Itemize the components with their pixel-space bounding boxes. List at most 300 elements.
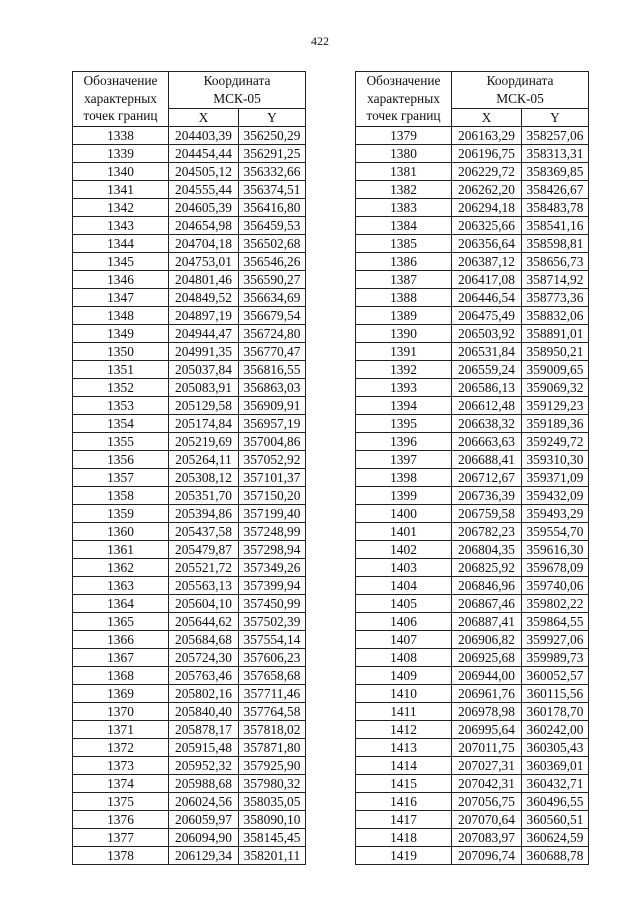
point-number-cell: 1379: [356, 127, 452, 145]
x-coordinate-cell: 205394,86: [169, 505, 239, 523]
table-row: [73, 127, 306, 145]
point-number-cell: 1353: [73, 397, 169, 415]
point-number-cell: 1398: [356, 469, 452, 487]
x-coordinate-cell: 206925,68: [452, 649, 522, 667]
y-coordinate-cell: 360560,51: [522, 811, 589, 829]
point-number-cell: 1351: [73, 361, 169, 379]
y-coordinate-cell: 358426,67: [522, 181, 589, 199]
point-number-cell: 1338: [73, 127, 169, 145]
x-coordinate-cell: 204704,18: [169, 235, 239, 253]
x-coordinate-cell: 204849,52: [169, 289, 239, 307]
table-row: [73, 703, 306, 721]
y-coordinate-cell: 359864,55: [522, 613, 589, 631]
y-coordinate-cell: 356291,25: [239, 145, 306, 163]
point-number-cell: 1418: [356, 829, 452, 847]
point-number-cell: 1377: [73, 829, 169, 847]
header-line: Координата: [486, 73, 554, 88]
table-row: [356, 595, 589, 613]
point-number-cell: 1371: [73, 721, 169, 739]
point-number-cell: 1369: [73, 685, 169, 703]
table-row: [73, 829, 306, 847]
x-coordinate-cell: 206688,41: [452, 451, 522, 469]
x-coordinate-cell: 207070,64: [452, 811, 522, 829]
point-number-cell: 1372: [73, 739, 169, 757]
point-number-cell: 1382: [356, 181, 452, 199]
table-row: [73, 631, 306, 649]
y-coordinate-cell: 357150,20: [239, 487, 306, 505]
table-row: [356, 577, 589, 595]
table-row: [73, 595, 306, 613]
x-coordinate-cell: 204654,98: [169, 217, 239, 235]
point-number-cell: 1385: [356, 235, 452, 253]
y-coordinate-cell: 359249,72: [522, 433, 589, 451]
x-coordinate-cell: 205351,70: [169, 487, 239, 505]
y-coordinate-cell: 357248,99: [239, 523, 306, 541]
x-coordinate-cell: 206446,54: [452, 289, 522, 307]
header-line: характерных: [84, 90, 157, 106]
y-coordinate-cell: 359989,73: [522, 649, 589, 667]
y-coordinate-cell: 357871,80: [239, 739, 306, 757]
table-row: [356, 325, 589, 343]
header-line: МСК-05: [213, 91, 261, 106]
x-coordinate-cell: 206586,13: [452, 379, 522, 397]
y-coordinate-cell: 360432,71: [522, 775, 589, 793]
point-number-cell: 1408: [356, 649, 452, 667]
y-coordinate-cell: 357502,39: [239, 613, 306, 631]
x-coordinate-cell: 205604,10: [169, 595, 239, 613]
table-row: [356, 739, 589, 757]
y-coordinate-cell: 359371,09: [522, 469, 589, 487]
y-coordinate-cell: 356816,55: [239, 361, 306, 379]
x-column-header: X: [169, 109, 239, 127]
table-row: [73, 613, 306, 631]
point-number-cell: 1361: [73, 541, 169, 559]
table-row: [73, 433, 306, 451]
y-coordinate-cell: 360688,78: [522, 847, 589, 865]
y-coordinate-cell: 359310,30: [522, 451, 589, 469]
point-number-cell: 1378: [73, 847, 169, 865]
point-number-cell: 1342: [73, 199, 169, 217]
point-number-cell: 1358: [73, 487, 169, 505]
header-line: точек границ: [83, 108, 158, 123]
point-number-cell: 1388: [356, 289, 452, 307]
point-number-cell: 1349: [73, 325, 169, 343]
point-number-cell: 1414: [356, 757, 452, 775]
table-row: [356, 667, 589, 685]
y-coordinate-cell: 358145,45: [239, 829, 306, 847]
x-coordinate-cell: 206387,12: [452, 253, 522, 271]
table-row: [73, 397, 306, 415]
point-number-cell: 1357: [73, 469, 169, 487]
point-number-cell: 1392: [356, 361, 452, 379]
point-number-cell: 1365: [73, 613, 169, 631]
point-number-cell: 1404: [356, 577, 452, 595]
x-coordinate-cell: 205684,68: [169, 631, 239, 649]
x-coordinate-cell: 206475,49: [452, 307, 522, 325]
table-row: [356, 523, 589, 541]
y-coordinate-cell: 359189,36: [522, 415, 589, 433]
x-coordinate-cell: 205479,87: [169, 541, 239, 559]
y-coordinate-cell: 356909,91: [239, 397, 306, 415]
x-coordinate-cell: 207056,75: [452, 793, 522, 811]
y-coordinate-cell: 358598,81: [522, 235, 589, 253]
point-number-cell: 1394: [356, 397, 452, 415]
point-number-cell: 1396: [356, 433, 452, 451]
table-row: [356, 217, 589, 235]
y-coordinate-cell: 360496,55: [522, 793, 589, 811]
y-coordinate-cell: 358201,11: [239, 847, 306, 865]
x-coordinate-cell: 205083,91: [169, 379, 239, 397]
table-row: [356, 379, 589, 397]
y-coordinate-cell: 358257,06: [522, 127, 589, 145]
point-number-cell: 1346: [73, 271, 169, 289]
y-coordinate-cell: 359069,32: [522, 379, 589, 397]
table-row: [73, 847, 306, 865]
x-coordinate-cell: 206846,96: [452, 577, 522, 595]
y-coordinate-cell: 359432,09: [522, 487, 589, 505]
y-coordinate-cell: 357764,58: [239, 703, 306, 721]
table-row: [356, 685, 589, 703]
point-number-cell: 1352: [73, 379, 169, 397]
table-row: [73, 649, 306, 667]
point-number-cell: 1384: [356, 217, 452, 235]
y-coordinate-cell: 358035,05: [239, 793, 306, 811]
y-coordinate-cell: 358541,16: [522, 217, 589, 235]
point-number-cell: 1366: [73, 631, 169, 649]
y-coordinate-cell: 359802,22: [522, 595, 589, 613]
y-column-header: Y: [239, 109, 306, 127]
table-row: [356, 415, 589, 433]
y-coordinate-cell: 359927,06: [522, 631, 589, 649]
x-coordinate-cell: 206906,82: [452, 631, 522, 649]
point-number-cell: 1373: [73, 757, 169, 775]
y-coordinate-cell: 357052,92: [239, 451, 306, 469]
y-coordinate-cell: 359129,23: [522, 397, 589, 415]
point-number-cell: 1413: [356, 739, 452, 757]
x-coordinate-cell: 205878,17: [169, 721, 239, 739]
point-number-cell: 1350: [73, 343, 169, 361]
table-row: [73, 361, 306, 379]
table-row: [356, 469, 589, 487]
x-coordinate-cell: 206294,18: [452, 199, 522, 217]
table-row: [356, 649, 589, 667]
x-coordinate-cell: 206867,46: [452, 595, 522, 613]
x-coordinate-cell: 206163,29: [452, 127, 522, 145]
x-coordinate-cell: 206229,72: [452, 163, 522, 181]
y-coordinate-cell: 356634,69: [239, 289, 306, 307]
table-row: [73, 253, 306, 271]
point-number-cell: 1387: [356, 271, 452, 289]
y-coordinate-cell: 360369,01: [522, 757, 589, 775]
x-coordinate-cell: 205037,84: [169, 361, 239, 379]
point-number-cell: 1356: [73, 451, 169, 469]
x-coordinate-cell: 206196,75: [452, 145, 522, 163]
x-coordinate-cell: 206638,32: [452, 415, 522, 433]
x-coordinate-cell: 206804,35: [452, 541, 522, 559]
y-coordinate-cell: 358313,31: [522, 145, 589, 163]
y-coordinate-cell: 356459,53: [239, 217, 306, 235]
table-row: [356, 829, 589, 847]
y-coordinate-cell: 359009,65: [522, 361, 589, 379]
y-coordinate-cell: 358714,92: [522, 271, 589, 289]
table-row: [73, 307, 306, 325]
table-row: [73, 469, 306, 487]
x-coordinate-cell: 205219,69: [169, 433, 239, 451]
x-coordinate-cell: 206356,64: [452, 235, 522, 253]
point-number-cell: 1399: [356, 487, 452, 505]
table-row: [73, 145, 306, 163]
point-designation-header: [356, 72, 452, 127]
table-row: [73, 289, 306, 307]
point-number-cell: 1364: [73, 595, 169, 613]
y-coordinate-cell: 357658,68: [239, 667, 306, 685]
table-row: [356, 631, 589, 649]
x-coordinate-cell: 205563,13: [169, 577, 239, 595]
x-coordinate-cell: 205644,62: [169, 613, 239, 631]
x-coordinate-cell: 205308,12: [169, 469, 239, 487]
point-number-cell: 1381: [356, 163, 452, 181]
x-coordinate-cell: 205264,11: [169, 451, 239, 469]
x-coordinate-cell: 206825,92: [452, 559, 522, 577]
point-designation-header: [73, 72, 169, 127]
y-coordinate-cell: 357711,46: [239, 685, 306, 703]
x-coordinate-cell: 205129,58: [169, 397, 239, 415]
table-row: [73, 451, 306, 469]
table-row: [73, 667, 306, 685]
x-coordinate-cell: 205915,48: [169, 739, 239, 757]
point-number-cell: 1395: [356, 415, 452, 433]
point-number-cell: 1405: [356, 595, 452, 613]
x-coordinate-cell: 205802,16: [169, 685, 239, 703]
x-coordinate-cell: 206612,48: [452, 397, 522, 415]
table-row: [73, 577, 306, 595]
coordinate-header: [452, 72, 589, 109]
point-number-cell: 1383: [356, 199, 452, 217]
table-row: [356, 397, 589, 415]
y-coordinate-cell: 356250,29: [239, 127, 306, 145]
point-number-cell: 1354: [73, 415, 169, 433]
table-row: [356, 703, 589, 721]
x-coordinate-cell: 206944,00: [452, 667, 522, 685]
x-coordinate-cell: 205840,40: [169, 703, 239, 721]
x-coordinate-cell: 207027,31: [452, 757, 522, 775]
y-coordinate-cell: 359554,70: [522, 523, 589, 541]
y-coordinate-cell: 360305,43: [522, 739, 589, 757]
x-coordinate-cell: 205988,68: [169, 775, 239, 793]
table-row: [356, 505, 589, 523]
table-row: [356, 307, 589, 325]
point-number-cell: 1363: [73, 577, 169, 595]
point-number-cell: 1339: [73, 145, 169, 163]
x-coordinate-cell: 206887,41: [452, 613, 522, 631]
y-coordinate-cell: 358891,01: [522, 325, 589, 343]
table-row: [356, 559, 589, 577]
y-coordinate-cell: 356546,26: [239, 253, 306, 271]
x-coordinate-cell: 204555,44: [169, 181, 239, 199]
point-number-cell: 1400: [356, 505, 452, 523]
point-number-cell: 1368: [73, 667, 169, 685]
point-number-cell: 1416: [356, 793, 452, 811]
y-coordinate-cell: 360052,57: [522, 667, 589, 685]
x-coordinate-cell: 207042,31: [452, 775, 522, 793]
table-row: [356, 847, 589, 865]
header-line: МСК-05: [496, 91, 544, 106]
point-number-cell: 1407: [356, 631, 452, 649]
header-line: точек границ: [366, 108, 441, 123]
y-coordinate-cell: 360115,56: [522, 685, 589, 703]
x-coordinate-cell: 204801,46: [169, 271, 239, 289]
table-row: [73, 325, 306, 343]
table-row: [356, 487, 589, 505]
table-row: [73, 559, 306, 577]
y-coordinate-cell: 357450,99: [239, 595, 306, 613]
y-coordinate-cell: 357980,32: [239, 775, 306, 793]
y-coordinate-cell: 356770,47: [239, 343, 306, 361]
y-coordinate-cell: 356957,19: [239, 415, 306, 433]
point-number-cell: 1359: [73, 505, 169, 523]
y-coordinate-cell: 356863,03: [239, 379, 306, 397]
point-number-cell: 1386: [356, 253, 452, 271]
y-coordinate-cell: 357101,37: [239, 469, 306, 487]
point-number-cell: 1376: [73, 811, 169, 829]
table-body-right: [356, 127, 589, 865]
x-coordinate-cell: 204991,35: [169, 343, 239, 361]
table-row: [73, 793, 306, 811]
x-coordinate-cell: 205724,30: [169, 649, 239, 667]
y-coordinate-cell: 356724,80: [239, 325, 306, 343]
y-coordinate-cell: 357298,94: [239, 541, 306, 559]
point-number-cell: 1393: [356, 379, 452, 397]
y-coordinate-cell: 358656,73: [522, 253, 589, 271]
table-row: [356, 253, 589, 271]
y-coordinate-cell: 359678,09: [522, 559, 589, 577]
y-coordinate-cell: 357349,26: [239, 559, 306, 577]
y-coordinate-cell: 356332,66: [239, 163, 306, 181]
table-row: [73, 505, 306, 523]
table-row: [356, 613, 589, 631]
point-number-cell: 1348: [73, 307, 169, 325]
x-coordinate-cell: 206262,20: [452, 181, 522, 199]
coordinates-table-left: [72, 71, 306, 865]
x-coordinate-cell: 206325,66: [452, 217, 522, 235]
point-number-cell: 1397: [356, 451, 452, 469]
table-row: [356, 433, 589, 451]
page-number: 422: [311, 34, 329, 48]
table-row: [73, 775, 306, 793]
x-coordinate-cell: 204505,12: [169, 163, 239, 181]
x-coordinate-cell: 206531,84: [452, 343, 522, 361]
point-number-cell: 1417: [356, 811, 452, 829]
y-coordinate-cell: 356679,54: [239, 307, 306, 325]
point-number-cell: 1406: [356, 613, 452, 631]
point-number-cell: 1409: [356, 667, 452, 685]
point-number-cell: 1415: [356, 775, 452, 793]
table-row: [73, 541, 306, 559]
x-coordinate-cell: 207096,74: [452, 847, 522, 865]
y-coordinate-cell: 358773,36: [522, 289, 589, 307]
table-row: [356, 343, 589, 361]
header-line: Обозначение: [83, 73, 158, 88]
table-row: [356, 757, 589, 775]
table-row: [356, 361, 589, 379]
x-coordinate-cell: 205437,58: [169, 523, 239, 541]
point-number-cell: 1380: [356, 145, 452, 163]
table-row: [356, 451, 589, 469]
table-row: [356, 793, 589, 811]
point-number-cell: 1341: [73, 181, 169, 199]
x-coordinate-cell: 206024,56: [169, 793, 239, 811]
x-coordinate-cell: 204605,39: [169, 199, 239, 217]
table-row: [73, 343, 306, 361]
point-number-cell: 1390: [356, 325, 452, 343]
coordinates-table-right: [355, 71, 589, 865]
point-number-cell: 1347: [73, 289, 169, 307]
point-number-cell: 1360: [73, 523, 169, 541]
y-coordinate-cell: 357606,23: [239, 649, 306, 667]
x-coordinate-cell: 206961,76: [452, 685, 522, 703]
table-row: [73, 271, 306, 289]
table-row: [356, 145, 589, 163]
x-coordinate-cell: 206129,34: [169, 847, 239, 865]
point-number-cell: 1419: [356, 847, 452, 865]
x-coordinate-cell: 207083,97: [452, 829, 522, 847]
y-coordinate-cell: 357399,94: [239, 577, 306, 595]
table-row: [73, 415, 306, 433]
point-number-cell: 1367: [73, 649, 169, 667]
y-coordinate-cell: 360242,00: [522, 721, 589, 739]
table-row: [356, 775, 589, 793]
x-coordinate-cell: 205521,72: [169, 559, 239, 577]
y-coordinate-cell: 357199,40: [239, 505, 306, 523]
table-row: [356, 163, 589, 181]
x-coordinate-cell: 204403,39: [169, 127, 239, 145]
y-column-header: Y: [522, 109, 589, 127]
table-row: [73, 721, 306, 739]
x-coordinate-cell: 206503,92: [452, 325, 522, 343]
x-coordinate-cell: 206995,64: [452, 721, 522, 739]
x-coordinate-cell: 204944,47: [169, 325, 239, 343]
x-coordinate-cell: 206663,63: [452, 433, 522, 451]
header-line: характерных: [367, 90, 440, 106]
y-coordinate-cell: 357554,14: [239, 631, 306, 649]
point-number-cell: 1345: [73, 253, 169, 271]
y-coordinate-cell: 356590,27: [239, 271, 306, 289]
y-coordinate-cell: 358832,06: [522, 307, 589, 325]
y-coordinate-cell: 358090,10: [239, 811, 306, 829]
coordinate-header: [169, 72, 306, 109]
header-line: Обозначение: [366, 73, 441, 88]
x-coordinate-cell: 204454,44: [169, 145, 239, 163]
point-number-cell: 1355: [73, 433, 169, 451]
x-coordinate-cell: 206417,08: [452, 271, 522, 289]
x-coordinate-cell: 206736,39: [452, 487, 522, 505]
y-coordinate-cell: 356416,80: [239, 199, 306, 217]
point-number-cell: 1391: [356, 343, 452, 361]
y-coordinate-cell: 359616,30: [522, 541, 589, 559]
table-row: [356, 289, 589, 307]
y-coordinate-cell: 356374,51: [239, 181, 306, 199]
x-coordinate-cell: 207011,75: [452, 739, 522, 757]
x-coordinate-cell: 206759,58: [452, 505, 522, 523]
table-row: [73, 235, 306, 253]
y-coordinate-cell: 360178,70: [522, 703, 589, 721]
point-number-cell: 1344: [73, 235, 169, 253]
point-number-cell: 1343: [73, 217, 169, 235]
x-coordinate-cell: 204753,01: [169, 253, 239, 271]
point-number-cell: 1410: [356, 685, 452, 703]
table-row: [356, 181, 589, 199]
header-line: Координата: [203, 73, 271, 88]
